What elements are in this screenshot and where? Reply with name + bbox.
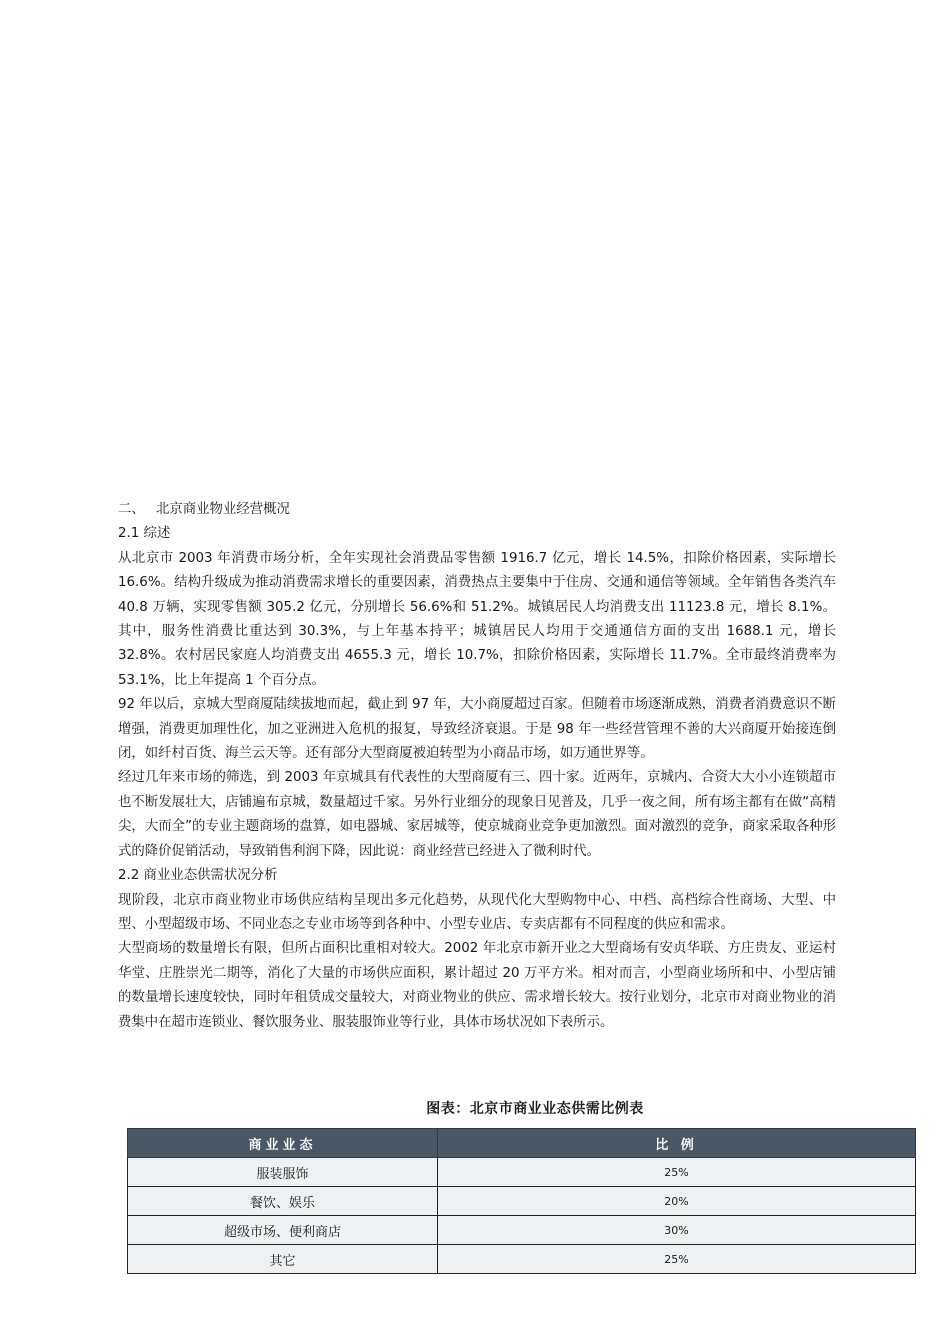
table-title: 图表：北京市商业业态供需比例表 [426,1101,644,1117]
cell-ratio: 20% [438,1187,916,1216]
table-row [128,1187,916,1216]
table-row [128,1216,916,1245]
cell-ratio: 25% [438,1245,916,1274]
paragraph: 经过几年来市场的筛选，到 2003 年京城具有代表性的大型商厦有三、四十家。近两年，京城内、合资大大小小连锁超市也不断发展壮大，店铺遍布京城，数量超过千家。另外行业细分的现象日见普及，几乎一夜之间，所有场主都有在做“高精尖，大而全”的专业主题商场的盘算，如电器城、家居城等，使京城商业竞争更加激烈。面对激烈的竞争，商家采取各种形式的降价促销活动，导致销售利润下降，因此说：商业经营已经进入了微利时代。 [118,770,836,859]
ratio-table [127,1128,916,1274]
cell-ratio: 30% [438,1216,916,1245]
section-heading [118,498,836,522]
subheading-overview: 2.1 综述 [118,526,171,542]
paragraph: 现阶段，北京市商业物业市场供应结构呈现出多元化趋势，从现代化大型购物中心、中档、高档综合性商场、大型、中型、小型超级市场、不同业态之专业市场等到各种中、小型专业店、专卖店都有不同程度的供应和需求。 [118,892,836,932]
document-body [118,498,836,1035]
section-number: 二、 [118,502,145,517]
subheading-supply-demand: 2.2 商业业态供需状况分析 [118,868,278,884]
paragraph: 从北京市 2003 年消费市场分析，全年实现社会消费品零售额 1916.7 亿元，增长 14.5%，扣除价格因素，实际增长 16.6%。结构升级成为推动消费需求增长的重要因素，消费热点主要集中于住房、交通和通信等领域。全年销售各类汽车 40.8 万辆，实现零售额 305.2 亿元，分别增长 56.6%和 51.2%。城镇居民人均消费支出 11123.8 元，增长 8.1%。其中，服务性消费比重达到 30.3%，与上年基本持平；城镇居民人均用于交通通信方面的支出 1688.1 元，增长 32.8%。农村居民家庭人均消费支出 4655.3 元，增长 10.7%，扣除价格因素，实际增长 11.7%。全市最终消费率为 53.1%，比上年提高 1 个百分点。 [118,550,836,688]
table-row [128,1245,916,1274]
cell-type: 服装服饰 [128,1158,438,1187]
paragraph: 大型商场的数量增长有限，但所占面积比重相对较大。2002 年北京市新开业之大型商场有安贞华联、方庄贵友、亚运村华堂、庄胜崇光二期等，消化了大量的市场供应面积，累计超过 20 万平方米。相对而言，小型商业场所和中、小型店铺的数量增长速度较快，同时年租赁成交量较大，对商业物业的供应、需求增长较大。按行业划分，北京市对商业物业的消费集中在超市连锁业、餐饮服务业、服装服饰业等行业，具体市场状况如下表所示。 [118,941,836,1030]
section-title: 北京商业物业经营概况 [156,502,290,517]
cell-type: 超级市场、便利商店 [128,1216,438,1245]
cell-type: 餐饮、娱乐 [128,1187,438,1216]
table-row [128,1158,916,1187]
cell-type: 其它 [128,1245,438,1274]
paragraph: 92 年以后，京城大型商厦陆续拔地而起，截止到 97 年，大小商厦超过百家。但随着市场逐渐成熟，消费者消费意识不断增强，消费更加理性化，加之亚洲进入危机的报复，导致经济衰退。于是 98 年一些经营管理不善的大兴商厦开始接连倒闭，如纤村百货、海兰云天等。还有部分大型商厦被迫转型为小商品市场，如万通世界等。 [118,697,836,762]
column-header-ratio: 比 例 [438,1129,916,1158]
cell-ratio: 25% [438,1158,916,1187]
table-header-row [128,1129,916,1158]
column-header-type: 商业业态 [128,1129,438,1158]
